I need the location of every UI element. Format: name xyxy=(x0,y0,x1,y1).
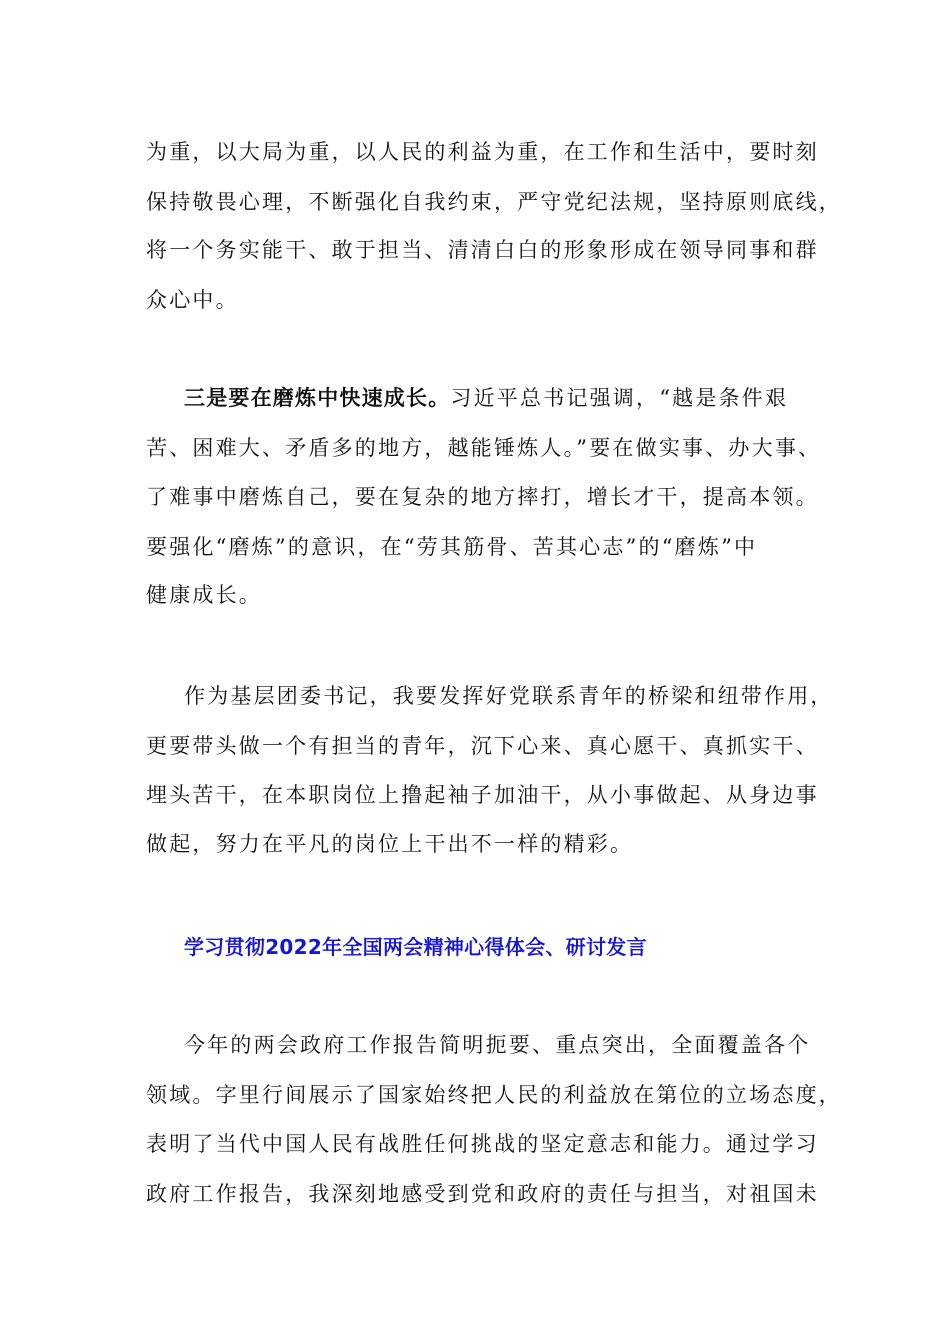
paragraph-1-line-4: 众心中。 xyxy=(146,288,239,312)
paragraph-3-line-3: 埋头苦干，在本职岗位上撸起袖子加油干，从小事做起、从身边事 xyxy=(146,783,819,807)
paragraph-4-line-1: 今年的两会政府工作报告简明扼要、重点突出，全面覆盖各个 xyxy=(184,1033,811,1057)
paragraph-3-line-1: 作为基层团委书记，我要发挥好党联系青年的桥梁和纽带作用， xyxy=(184,684,834,708)
paragraph-2-line-2: 苦、困难大、矛盾多的地方，越能锤炼人。”要在做实事、办大事、 xyxy=(146,436,822,460)
paragraph-1-line-1: 为重，以大局为重，以人民的利益为重，在工作和生活中，要时刻 xyxy=(146,140,819,164)
paragraph-4-line-2: 领域。字里行间展示了国家始终把人民的利益放在第位的立场态度， xyxy=(146,1083,842,1107)
paragraph-2-line-1 xyxy=(184,383,788,413)
paragraph-1-line-3: 将一个务实能干、敢于担当、清清白白的形象形成在领导同事和群 xyxy=(146,238,819,262)
paragraph-3-line-4: 做起，努力在平凡的岗位上干出不一样的精彩。 xyxy=(146,832,634,856)
paragraph-1-line-2: 保持敬畏心理，不断强化自我约束，严守党纪法规，坚持原则底线， xyxy=(146,190,842,214)
paragraph-4-line-3: 表明了当代中国人民有战胜任何挑战的坚定意志和能力。通过学习 xyxy=(146,1132,819,1156)
paragraph-2-line-5: 健康成长。 xyxy=(146,583,262,607)
paragraph-2-line-3: 了难事中磨炼自己，要在复杂的地方摔打，增长才干，提高本领。 xyxy=(146,485,819,509)
paragraph-2-line-1-text: 习近平总书记强调，“越是条件艰 xyxy=(450,386,789,410)
paragraph-2-line-4: 要强化“磨炼”的意识，在“劳其筋骨、苦其心志”的“磨炼”中 xyxy=(146,535,758,559)
section-heading: 学习贯彻2022年全国两会精神心得体会、研讨发言 xyxy=(184,935,647,959)
paragraph-2-lead: 三是要在磨炼中快速成长。 xyxy=(184,386,451,410)
paragraph-3-line-2: 更要带头做一个有担当的青年，沉下心来、真心愿干、真抓实干、 xyxy=(146,734,819,758)
paragraph-4-line-4: 政府工作报告，我深刻地感受到党和政府的责任与担当，对祖国未 xyxy=(146,1182,819,1206)
